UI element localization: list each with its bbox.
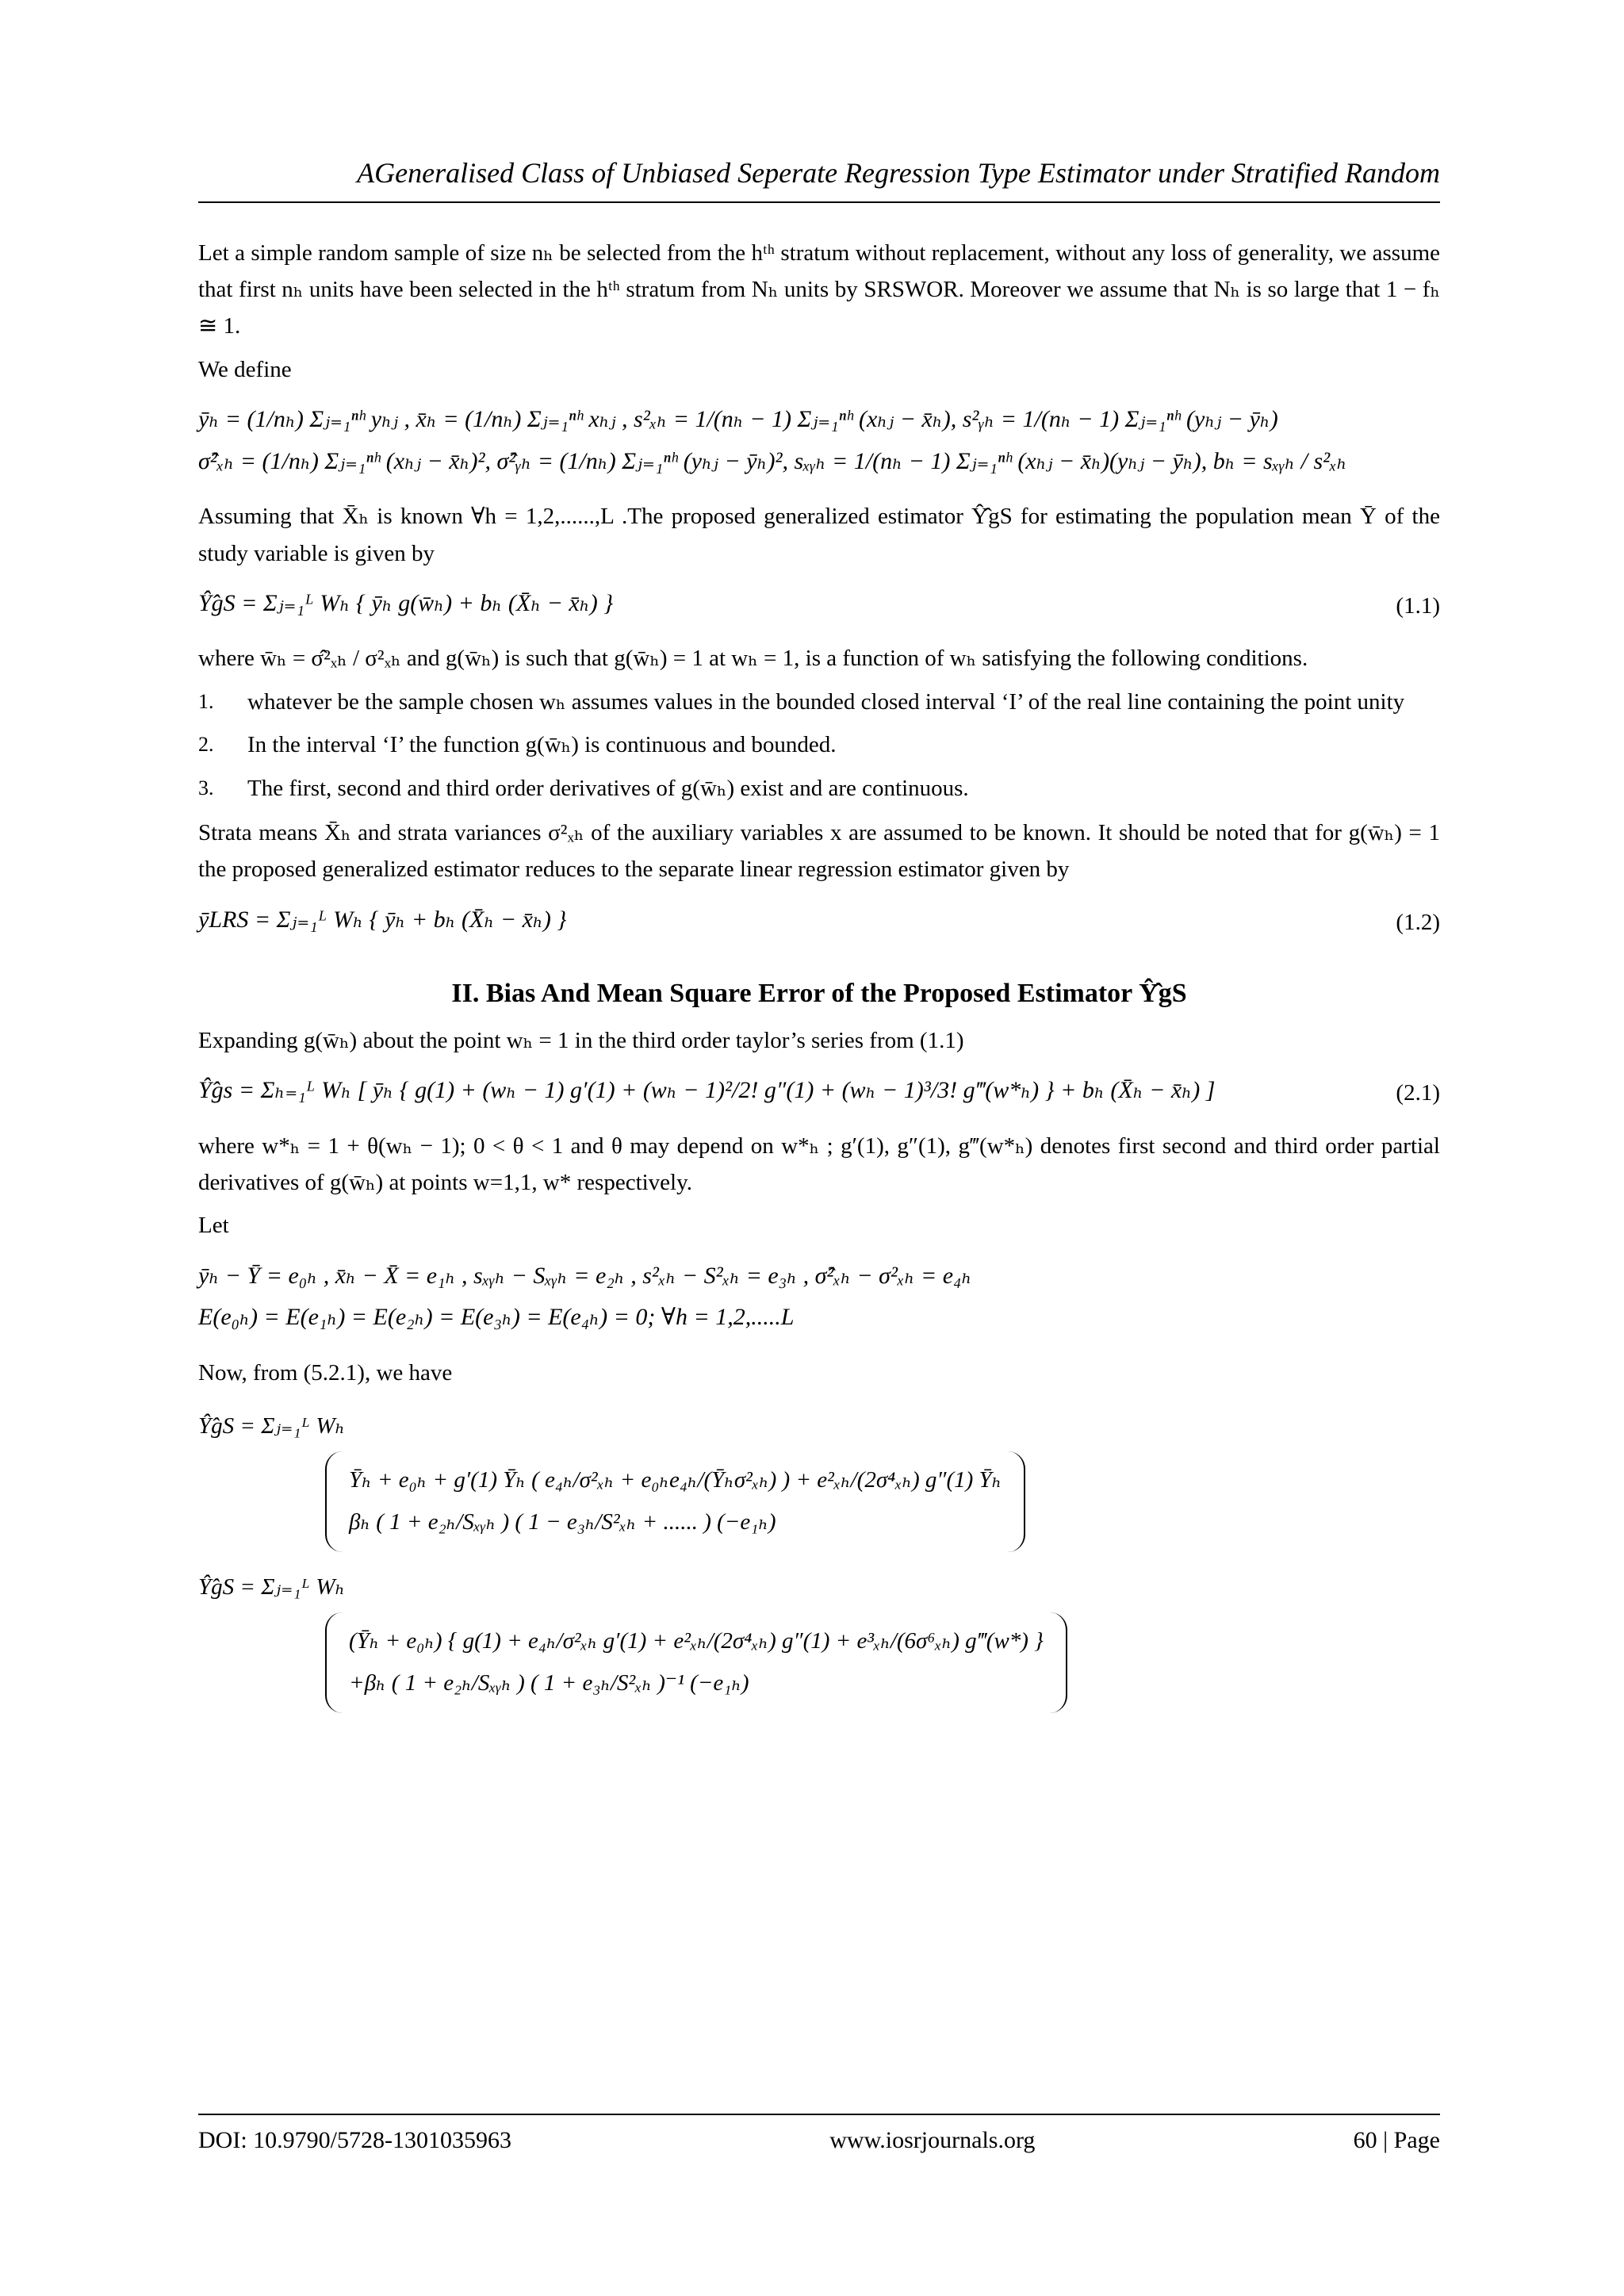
- equation-2-1-number: (2.1): [1396, 1080, 1440, 1106]
- derivation-step-1-lhs: Ŷ̂gS = Σⱼ₌₁ᴸ Wₕ: [198, 1413, 346, 1439]
- error-definitions-line-2: E(e₀ₕ) = E(e₁ₕ) = E(e₂ₕ) = E(e₃ₕ) = E(e₄ₕ) = 0; ∀h = 1,2,.....L: [198, 1304, 795, 1331]
- derivation-step-1: [198, 1405, 1440, 1552]
- definitions-line-1: ȳₕ = (1/nₕ) Σⱼ₌₁ⁿʰ yₕⱼ , x̄ₕ = (1/nₕ) Σⱼ₌₁ⁿʰ xₕⱼ , s²ₓₕ = 1/(nₕ − 1) Σⱼ₌₁ⁿʰ (xₕⱼ − x̄ₕ), s²ᵧₕ = 1/(nₕ − 1) Σⱼ₌₁ⁿʰ (yₕⱼ − ȳₕ): [198, 406, 1278, 433]
- footer-website: www.iosrjournals.org: [829, 2127, 1036, 2153]
- derivation-step-1-row-1: Ȳₕ + e₀ₕ + g′(1) Ȳₕ ( e₄ₕ/σ²ₓₕ + e₀ₕe₄ₕ/(Ȳₕσ²ₓₕ) ) + e²ₓₕ/(2σ⁴ₓₕ) g″(1) Ȳₕ: [349, 1466, 1002, 1493]
- equation-1-1-number: (1.1): [1396, 592, 1440, 619]
- intro-paragraph: Let a simple random sample of size nₕ be selected from the hᵗʰ stratum without replacement, without any loss of generality, we assume that first nₕ units have been selected in the hᵗʰ stratum from Nₕ units by SRSWOR. Moreover we assume that Nₕ is so large that 1 − fₕ ≅ 1.: [198, 240, 1440, 339]
- derivation-step-1-row-2: βₕ ( 1 + e₂ₕ/Sₓᵧₕ ) ( 1 − e₃ₕ/S²ₓₕ + ...... ) (−e₁ₕ): [349, 1509, 776, 1535]
- equation-2-1-expression: Ŷ̂gs = Σₕ₌₁ᴸ Wₕ [ ȳₕ { g(1) + (wₕ − 1) g′(1) + (wₕ − 1)²/2! g″(1) + (wₕ − 1)³/3! g‴(w*ₕ) } + bₕ (X̄ₕ − x̄ₕ) ]: [198, 1077, 1216, 1104]
- condition-item: [198, 726, 1440, 763]
- equation-1-1-expression: Ŷ̂gS = Σⱼ₌₁ᴸ Wₕ { ȳₕ g(w̄ₕ) + bₕ (X̄ₕ − x̄ₕ) }: [198, 589, 614, 616]
- where-paragraph-1: where w̄ₕ = σ̂²ₓₕ / σ²ₓₕ and g(w̄ₕ) is such that g(w̄ₕ) = 1 at wₕ = 1, is a function of wₕ satisfying the following conditions.: [198, 646, 1308, 672]
- derivation-step-1-brace: [325, 1451, 1025, 1552]
- derivation-step-2-row-2: +βₕ ( 1 + e₂ₕ/Sₓᵧₕ ) ( 1 + e₃ₕ/S²ₓₕ )⁻¹ (−e₁ₕ): [349, 1670, 749, 1696]
- let-label: Let: [198, 1213, 229, 1239]
- footer-doi: DOI: 10.9790/5728-1301035963: [198, 2127, 511, 2153]
- condition-text: In the interval ‘I’ the function g(w̄ₕ) is continuous and bounded.: [247, 732, 837, 758]
- derivation-step-2: [198, 1566, 1440, 1713]
- condition-item: [198, 684, 1440, 720]
- expanding-paragraph: Expanding g(w̄ₕ) about the point wₕ = 1 in the third order taylor’s series from (1.1): [198, 1027, 964, 1053]
- definitions-line-2: σ̂²ₓₕ = (1/nₕ) Σⱼ₌₁ⁿʰ (xₕⱼ − x̄ₕ)², σ̂²ᵧₕ = (1/nₕ) Σⱼ₌₁ⁿʰ (yₕⱼ − ȳₕ)², sₓᵧₕ = 1/(nₕ − 1) Σⱼ₌₁ⁿʰ (xₕⱼ − x̄ₕ)(yₕⱼ − ȳₕ), bₕ = sₓᵧₕ / s²ₓₕ: [198, 447, 1347, 474]
- equation-1-2-number: (1.2): [1396, 909, 1440, 935]
- definitions-equations: [198, 399, 1440, 482]
- condition-number: 1.: [198, 689, 214, 713]
- condition-text: whatever be the sample chosen wₕ assumes values in the bounded closed interval ‘I’ of the real line containing the point unity: [247, 688, 1405, 715]
- derivation-step-2-brace: [325, 1612, 1067, 1713]
- condition-text: The first, second and third order derivatives of g(w̄ₕ) exist and are continuous.: [247, 775, 969, 801]
- footer-page-number: 60 | Page: [1353, 2127, 1440, 2153]
- error-definitions: [198, 1255, 1440, 1339]
- condition-item: [198, 770, 1440, 807]
- condition-number: 3.: [198, 776, 214, 799]
- conditions-list: [198, 684, 1440, 807]
- equation-1-2-expression: ȳLRS = Σⱼ₌₁ᴸ Wₕ { ȳₕ + bₕ (X̄ₕ − x̄ₕ) }: [198, 906, 567, 933]
- equation-1-1: [198, 583, 1440, 625]
- running-header: AGeneralised Class of Unbiased Seperate Regression Type Estimator under Stratified Random: [198, 151, 1440, 203]
- assuming-paragraph: Assuming that X̄ₕ is known ∀h = 1,2,......,L .The proposed generalized estimator Ŷ̂gS for estimating the population mean Ȳ of the study variable is given by: [198, 504, 1440, 566]
- page-footer: [198, 2114, 1440, 2160]
- condition-number: 2.: [198, 733, 214, 757]
- error-definitions-line-1: ȳₕ − Ȳ = e₀ₕ , x̄ₕ − X̄ = e₁ₕ , sₓᵧₕ − Sₓᵧₕ = e₂ₕ , s²ₓₕ − S²ₓₕ = e₃ₕ , σ̂²ₓₕ − σ²ₓₕ = e₄ₕ: [198, 1262, 972, 1289]
- equation-2-1: [198, 1070, 1440, 1112]
- where-paragraph-2: where w*ₕ = 1 + θ(wₕ − 1); 0 < θ < 1 and θ may depend on w*ₕ ; g′(1), g″(1), g‴(w*ₕ) denotes first second and third order partial derivatives of g(w̄ₕ) at points w=1,1, w* respectively.: [198, 1133, 1440, 1195]
- section-2-heading: II. Bias And Mean Square Error of the Proposed Estimator Ŷ̂gS: [451, 979, 1187, 1009]
- derivation-step-2-row-1: (Ȳₕ + e₀ₕ) { g(1) + e₄ₕ/σ²ₓₕ g′(1) + e²ₓₕ/(2σ⁴ₓₕ) g″(1) + e³ₓₕ/(6σ⁶ₓₕ) g‴(w*) }: [349, 1627, 1044, 1654]
- now-paragraph: Now, from (5.2.1), we have: [198, 1359, 453, 1386]
- equation-1-2: [198, 899, 1440, 941]
- strata-paragraph: Strata means X̄ₕ and strata variances σ²ₓₕ of the auxiliary variables x are assumed to be known. It should be noted that for g(w̄ₕ) = 1 the proposed generalized estimator reduces to the separate linear regression estimator given by: [198, 820, 1440, 883]
- we-define-text: We define: [198, 356, 292, 382]
- derivation-step-2-lhs: Ŷ̂gS = Σⱼ₌₁ᴸ Wₕ: [198, 1574, 346, 1600]
